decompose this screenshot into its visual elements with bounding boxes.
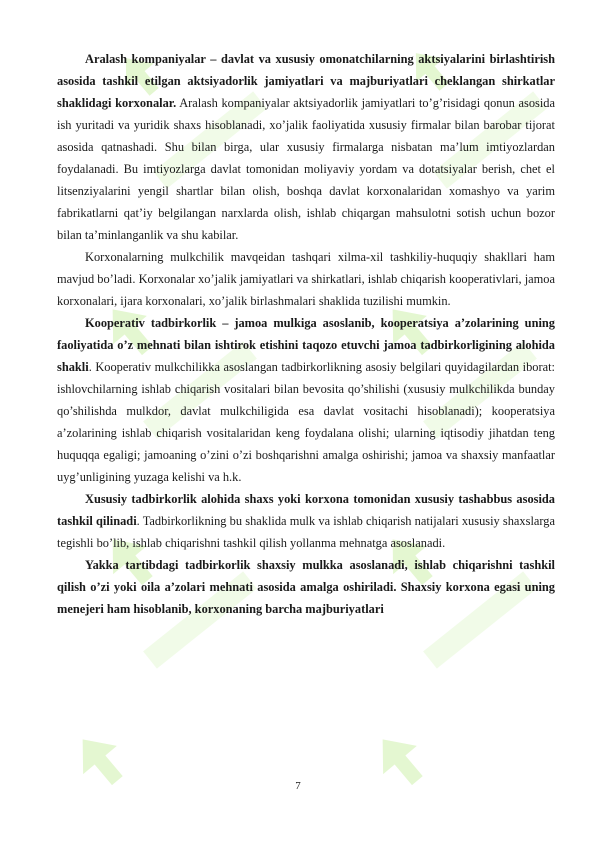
paragraph-text: . Tadbirkorlikning bu shaklida mulk va ishlab chiqarish natijalari xususiy shaxslarga tegishli bo’lib, ishlab chiqarishni tashkil qilish yollanma mehnatga asoslanadi. bbox=[57, 514, 555, 550]
paragraph-bold-lead: Xususiy tadbirkorlik alohida shaxs yoki korxona tomonidan xususiy tashabbus asosida tashkil qilinadi bbox=[57, 492, 555, 528]
paragraph-bold-lead: Kooperativ tadbirkorlik – jamoa mulkiga asoslanib, kooperatsiya a’zolarining uning faoliyatida o’z mehnati bilan ishtirok etishini taqozo etuvchi jamoa tadbirkorligining alohida shakli bbox=[57, 316, 555, 374]
paragraph-aralash-kompaniyalar bbox=[57, 48, 555, 246]
page-number: 7 bbox=[295, 780, 301, 792]
paragraph-bold-lead: Yakka tartibdagi tadbirkorlik shaxsiy mulkka asoslanadi, ishlab chiqarishni tashkil qilish o’zi yoki oila a’zolari mehnati asosida amalga oshiriladi. Shaxsiy korxona egasi uning menejeri ham hisoblanib, korxonaning barcha majburiyatlari bbox=[57, 558, 555, 616]
paragraph-text: . Kooperativ mulkchilikka asoslangan tadbirkorlikning asosiy belgilari quyidagilardan iborat: ishlovchilarning ishlab chiqarish vositalari bilan bevosita qo’shilishi (xususiy mulkchilikda bunday qo’shilishda mulkdor, davlat mulkchiligida esa davlat vositachi hisoblanadi); kooperatsiya a’zolarining ishlab chiqarish vositalaridan keng foydalana olishi; ularning iqtisodiy jihatdan teng huquqqa egaligi; jamoaning o’zini o’zi boshqarishni amalga oshirishi; jamoa va shaxsiy manfaatlar uyg’unligining yuzaga kelishi va h.k. bbox=[57, 360, 555, 484]
page-body bbox=[57, 48, 555, 620]
paragraph-bold-lead: Aralash kompaniyalar – davlat va xususiy omonatchilarning aktsiyalarini birlashtirish asosida tashkil etilgan aktsiyadorlik jamiyatlari va majburiyatlari cheklangan shirkatlar shaklidagi korxonalar. bbox=[57, 52, 555, 110]
paragraph-text: Korxonalarning mulkchilik mavqeidan tashqari xilma-xil tashkiliy-huquqiy shakllari ham mavjud bo’ladi. Korxonalar xo’jalik jamiyatlari va shirkatlari, ishlab chiqarish kooperativlari, jamoa korxonalari, ijara korxonalari, xo’jalik birlashmalari shaklida tuzilishi mumkin. bbox=[57, 250, 555, 308]
paragraph-text: Aralash kompaniyalar aktsiyadorlik jamiyatlari to’g’risidagi qonun asosida ish yuritadi va yuridik shaxs hisoblanadi, xo’jalik faoliyatida xususiy firmalar bilan barobar tijorat asosida qatnashadi. Shu bilan birga, ular xususiy firmalarga nisbatan ma’lum imtiyozlardan foydalanadi. Bu imtiyozlarga davlat tomonidan moliyaviy yordam va dotatsiyalar berish, chet el litsenziyalarini yengil shartlar bilan olish, boshqa davlat korxonalaridan xomashyo va yarim fabrikatlarni qat’iy belgilangan narxlarda olish, ishlab chiqargan mahsulotni sotish uchun bozor bilan ta’minlanganlik va shu kabilar. bbox=[57, 96, 555, 242]
paragraph-yakka-tartibdagi bbox=[57, 554, 555, 620]
paragraph-xususiy-tadbirkorlik bbox=[57, 488, 555, 554]
paragraph-kooperativ-tadbirkorlik bbox=[57, 312, 555, 488]
paragraph-tashkiliy-shakllar bbox=[57, 246, 555, 312]
